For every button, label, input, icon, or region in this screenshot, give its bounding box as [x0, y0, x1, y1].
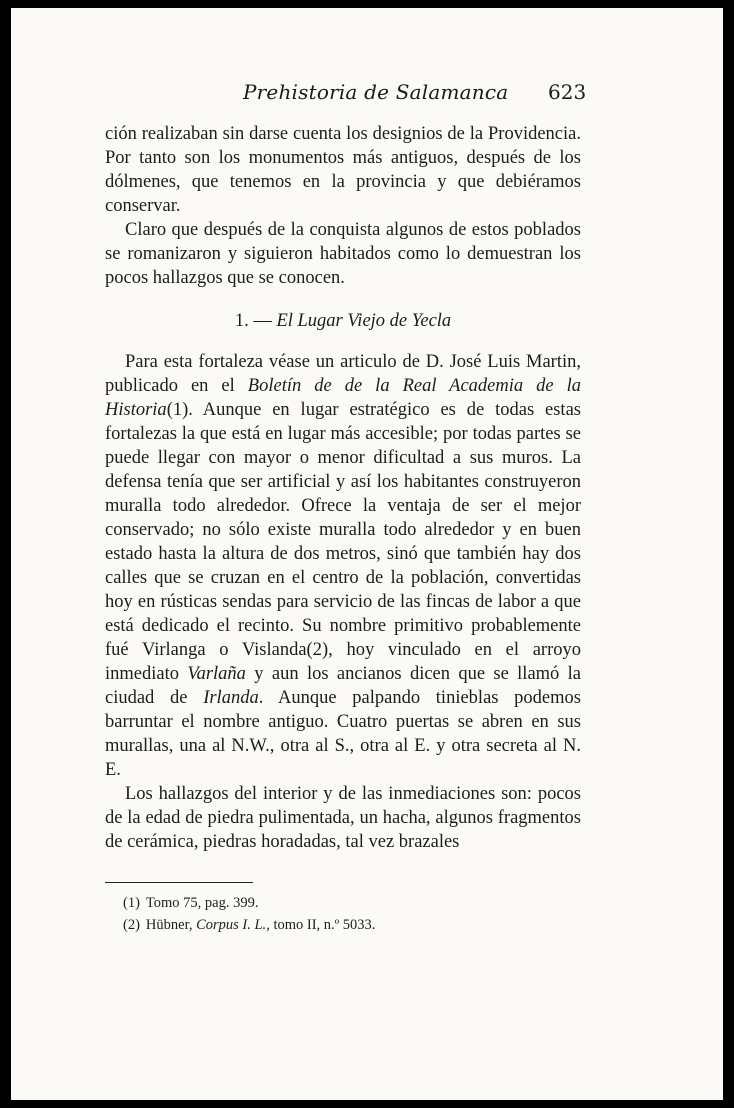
running-title: Prehistoria de Salamanca — [243, 80, 509, 104]
irlanda-name: Irlanda — [203, 688, 259, 708]
section-number: 1. — [234, 311, 249, 331]
body-text — [105, 122, 581, 854]
running-header — [11, 80, 723, 110]
yecla-text-4: y aun los ancianos dicen que se llamó la ciudad de — [105, 664, 581, 708]
page-number: 623 — [548, 80, 587, 104]
footnote-2-author: Hübner, — [145, 917, 197, 933]
journal-title: Boletín de de la Real Academia de la Historia — [105, 376, 581, 420]
footnote-2-marker: (2) — [123, 917, 140, 933]
footnote-2-rest: , tomo II, n.º 5033. — [266, 917, 376, 933]
yecla-text-2: . Aunque en lugar estratégico es de todas estas fortalezas la que está en lugar más accesible; por todas partes se puede llegar con mayor o menor dificultad a sus muros. La defensa tenía que ser artificial y así los habitantes construyeron muralla todo alrededor. Ofrece la ventaja de ser el mejor conservado; no sólo existe muralla todo alrededor y en buen estado hasta la altura de dos metros, sinó que también hay dos calles que se cruzan en el centro de la población, convertidas hoy en rústicas sendas para servicio de las fincas de labor a que está dedicado el recinto. Su nombre primitivo probablemente fué Virlanga o Vislanda — [105, 400, 581, 660]
footnote-1 — [105, 892, 581, 914]
footnote-1-text: Tomo 75, pag. 399. — [145, 895, 259, 911]
footnotes — [105, 892, 581, 936]
paragraph-romanization: Claro que después de la conquista algunos de estos poblados se romanizaron y siguieron habitados como lo demuestran los pocos hallazgos que se conocen. — [105, 220, 581, 288]
footnote-divider — [105, 882, 253, 883]
footnote-ref-1[interactable]: (1) — [166, 400, 189, 420]
varlana-name: Varlaña — [187, 664, 246, 684]
paragraph-hallazgos: Los hallazgos del interior y de las inmediaciones son: pocos de la edad de piedra pulimentada, un hacha, algunos fragmentos de cerámica, piedras horadadas, tal vez brazales — [105, 784, 581, 852]
footnote-1-marker: (1) — [123, 895, 140, 911]
yecla-text-1: Para esta fortaleza véase un articulo de D. José Luis Martin, publicado en el — [105, 352, 581, 396]
yecla-text-3: , hoy vinculado en el arroyo inmediato — [105, 640, 582, 684]
paragraph-continuation: ción realizaban sin darse cuenta los designios de la Providencia. Por tanto son los monumentos más antiguos, después de los dólmenes, que tenemos en la provincia y que debiéramos conservar. — [105, 124, 581, 216]
footnote-2-work: Corpus I. L. — [196, 917, 267, 933]
section-heading — [105, 309, 581, 333]
footnote-2 — [105, 914, 581, 936]
section-title: El Lugar Viejo de Yecla — [276, 311, 452, 331]
yecla-text-5: . Aunque palpando tinieblas podemos barruntar el nombre antiguo. Cuatro puertas se abren en sus murallas, una al N.W., otra al S., otra al E. y otra secreta al N. E. — [105, 688, 581, 780]
book-page — [11, 8, 723, 1100]
paragraph-yecla — [105, 350, 581, 782]
section-dash: — — [248, 311, 277, 331]
footnote-ref-2[interactable]: (2) — [306, 640, 329, 660]
